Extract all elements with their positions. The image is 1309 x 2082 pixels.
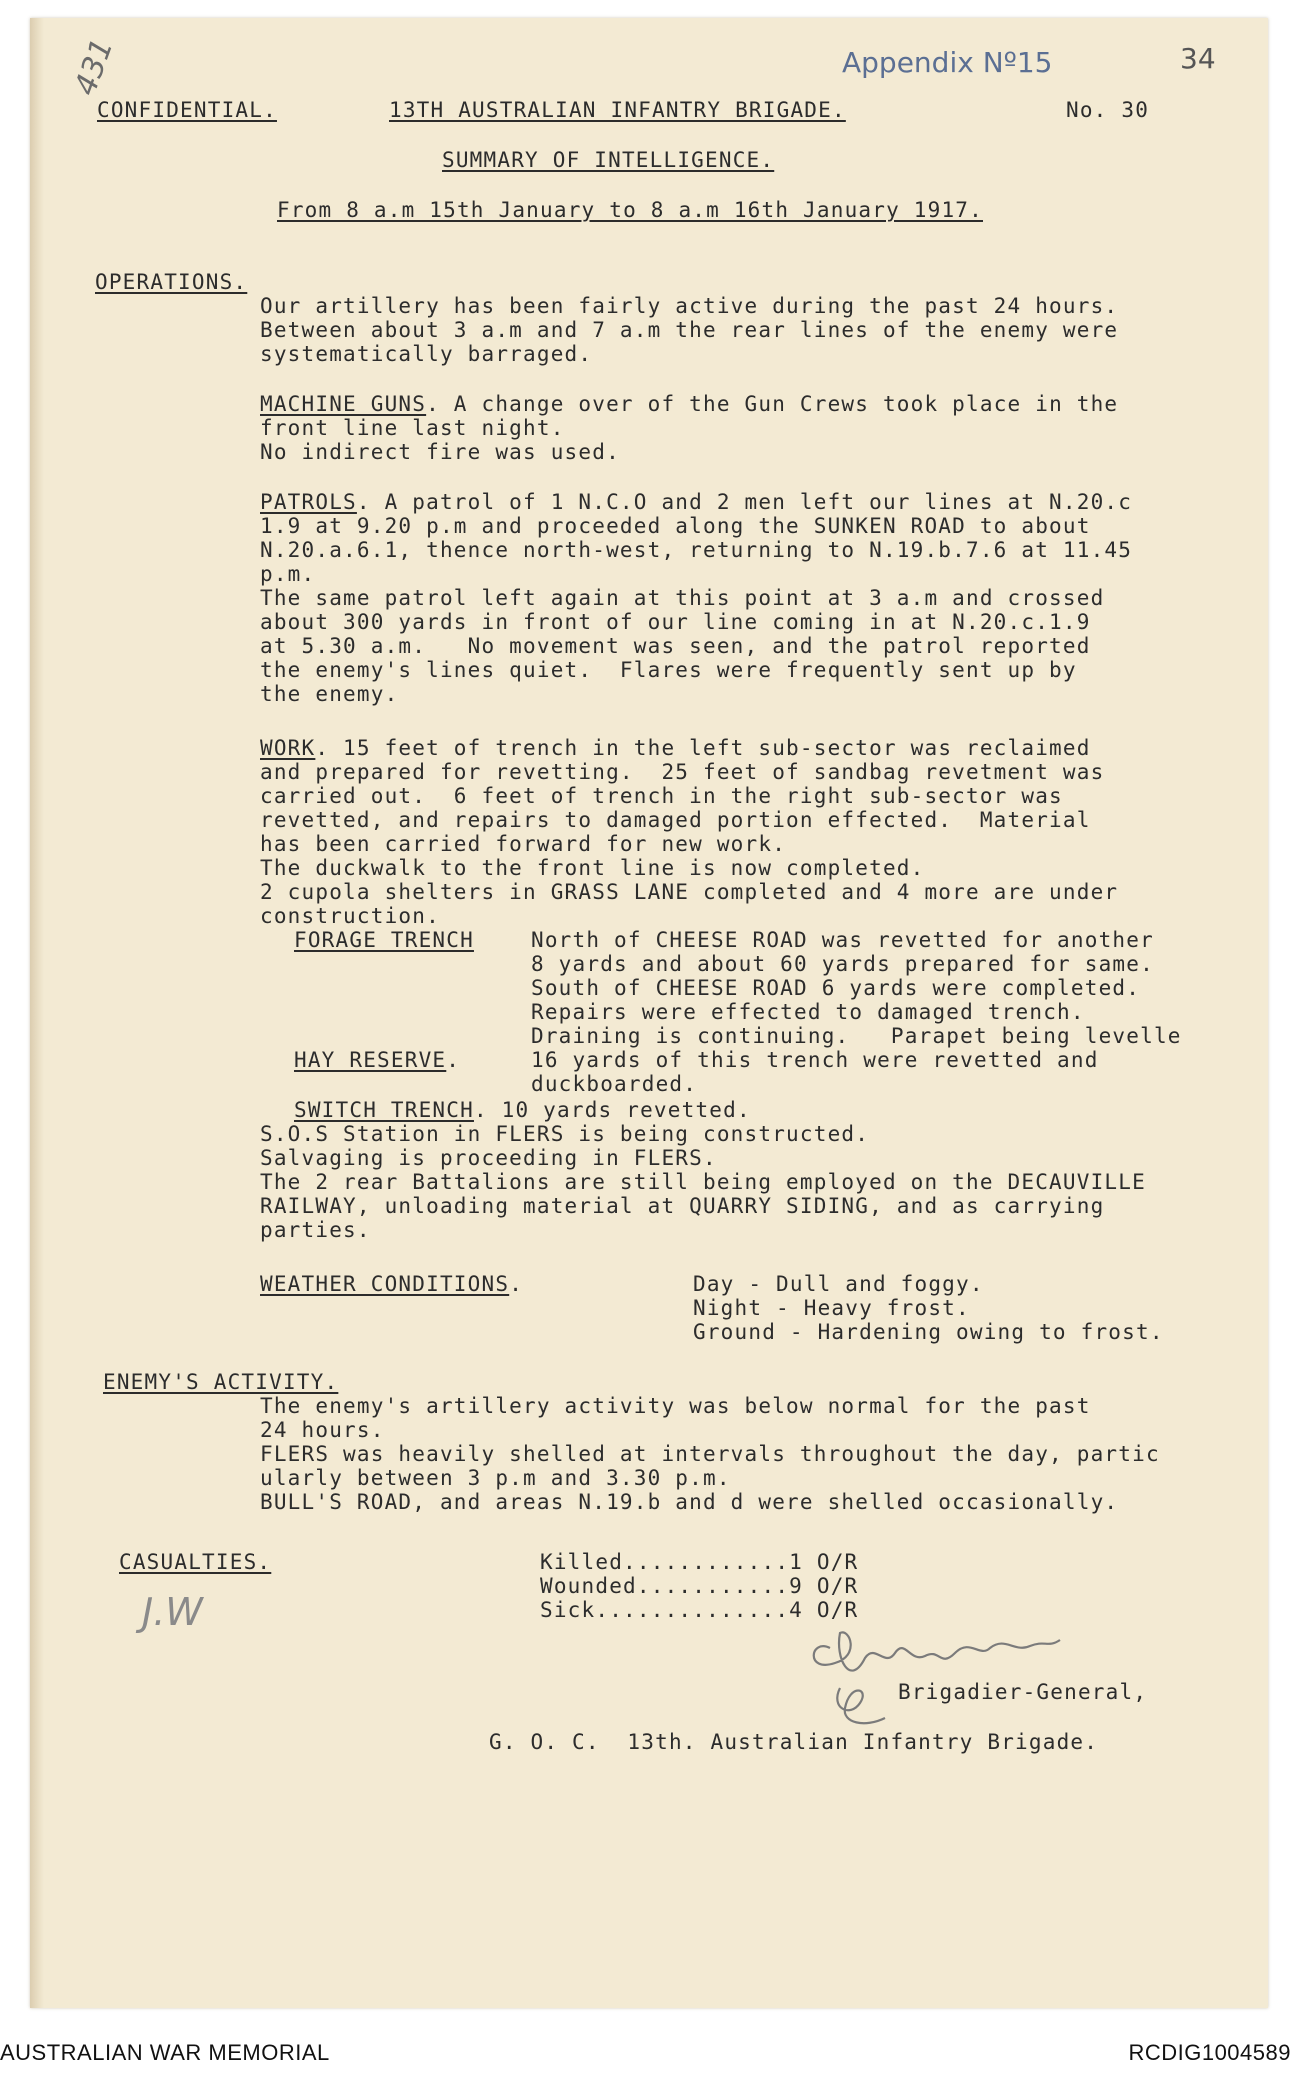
text-line: the enemy's lines quiet. Flares were frequently sent up by [260,658,1077,682]
text-line: 8 yards and about 60 yards prepared for same. [531,952,1154,976]
text-line: and prepared for revetting. 25 feet of sandbag revetment was [260,760,1105,784]
corner-number-annotation: 431 [68,34,121,100]
unit-heading: 13TH AUSTRALIAN INFANTRY BRIGADE. [389,98,846,122]
casualty-row: Killed............1 O/R [540,1550,859,1574]
weather-ground: Ground - Hardening owing to frost. [693,1320,1164,1344]
text-line: duckboarded. [531,1072,698,1096]
text-line: South of CHEESE ROAD 6 yards were completed. [531,976,1141,1000]
text-line: revetted, and repairs to damaged portion effected. Material [260,808,1091,832]
casualty-row: Sick..............4 O/R [540,1598,859,1622]
document-number: No. 30 [1066,98,1150,122]
text-line: ularly between 3 p.m and 3.30 p.m. [260,1466,731,1490]
text-line: the enemy. [260,682,399,706]
weather-day: Day - Dull and foggy. [693,1272,984,1296]
text-line: FLERS was heavily shelled at intervals throughout the day, partic [260,1442,1160,1466]
operations-heading: OPERATIONS. [95,270,248,294]
text-line: North of CHEESE ROAD was revetted for another [531,928,1154,952]
margin-initials: J.W [142,1590,203,1634]
machine-guns-label: MACHINE GUNS [260,392,427,416]
text-line: Our artillery has been fairly active during the past 24 hours. [260,294,1119,318]
text-line: BULL'S ROAD, and areas N.19.b and d were shelled occasionally. [260,1490,1119,1514]
text-line: 1.9 at 9.20 p.m and proceeded along the SUNKEN ROAD to about [260,514,1091,538]
text-line: 2 cupola shelters in GRASS LANE completed and 4 more are under [260,880,1119,904]
classification: CONFIDENTIAL. [97,98,277,122]
text-line: The enemy's artillery activity was below normal for the past [260,1394,1091,1418]
enemy-activity-heading: ENEMY'S ACTIVITY. [103,1370,339,1394]
text-line: The duckwalk to the front line is now completed. [260,856,925,880]
text-line: WORK. 15 feet of trench in the left sub-sector was reclaimed [260,736,1091,760]
text-line: RAILWAY, unloading material at QUARRY SIDING, and as carrying [260,1194,1105,1218]
casualty-row: Wounded...........9 O/R [540,1574,859,1598]
text-line: Salvaging is proceeding in FLERS. [260,1146,717,1170]
text-line: MACHINE GUNS. A change over of the Gun Crews took place in the [260,392,1119,416]
appendix-annotation: Appendix Nº15 [842,46,1053,79]
document-title: SUMMARY OF INTELLIGENCE. [442,148,775,172]
text-line: about 300 yards in front of our line coming in at N.20.c.1.9 [260,610,1091,634]
text-line: has been carried forward for new work. [260,832,787,856]
text-line: The same patrol left again at this point at 3 a.m and crossed [260,586,1105,610]
text-line: p.m. [260,562,316,586]
page-number-annotation: 34 [1180,42,1216,75]
footer-record-id: RCDIG1004589 [1128,2040,1291,2065]
handwritten-signature [790,1618,1120,1738]
work-label: WORK [260,736,316,760]
text-line: at 5.30 a.m. No movement was seen, and the patrol reported [260,634,1091,658]
text-line: No indirect fire was used. [260,440,620,464]
footer-archive-name: AUSTRALIAN WAR MEMORIAL [0,2040,330,2065]
text-line: PATROLS. A patrol of 1 N.C.O and 2 men left our lines at N.20.c [260,490,1133,514]
weather-night: Night - Heavy frost. [693,1296,970,1320]
text-line: front line last night. [260,416,565,440]
text-line: Between about 3 a.m and 7 a.m the rear lines of the enemy were [260,318,1119,342]
switch-trench-label: SWITCH TRENCH [294,1098,474,1122]
forage-trench-label: FORAGE TRENCH [294,928,474,952]
casualties-heading: CASUALTIES. [119,1550,272,1574]
text-line: 16 yards of this trench were revetted and [531,1048,1099,1072]
text-line: HAY RESERVE. [294,1048,461,1072]
signature-title: Brigadier-General, [898,1680,1148,1704]
weather-label: WEATHER CONDITIONS [260,1272,510,1296]
text-line: parties. [260,1218,371,1242]
document-period: From 8 a.m 15th January to 8 a.m 16th January 1917. [277,198,983,222]
signature-unit: G. O. C. 13th. Australian Infantry Brigade. [489,1730,1099,1754]
text-line: N.20.a.6.1, thence north-west, returning to N.19.b.7.6 at 11.45 [260,538,1133,562]
text-line: The 2 rear Battalions are still being employed on the DECAUVILLE [260,1170,1146,1194]
text-line: Draining is continuing. Parapet being levelle [531,1024,1182,1048]
text-line: WEATHER CONDITIONS. [260,1272,524,1296]
text-line: 24 hours. [260,1418,385,1442]
text-line: S.O.S Station in FLERS is being constructed. [260,1122,870,1146]
text-line: construction. [260,904,440,928]
text-line: systematically barraged. [260,342,593,366]
document-page [30,18,1268,2008]
hay-reserve-label: HAY RESERVE [294,1048,447,1072]
text-line: SWITCH TRENCH. 10 yards revetted. [294,1098,751,1122]
text-line: carried out. 6 feet of trench in the right sub-sector was [260,784,1063,808]
patrols-label: PATROLS [260,490,357,514]
text-line: Repairs were effected to damaged trench. [531,1000,1085,1024]
